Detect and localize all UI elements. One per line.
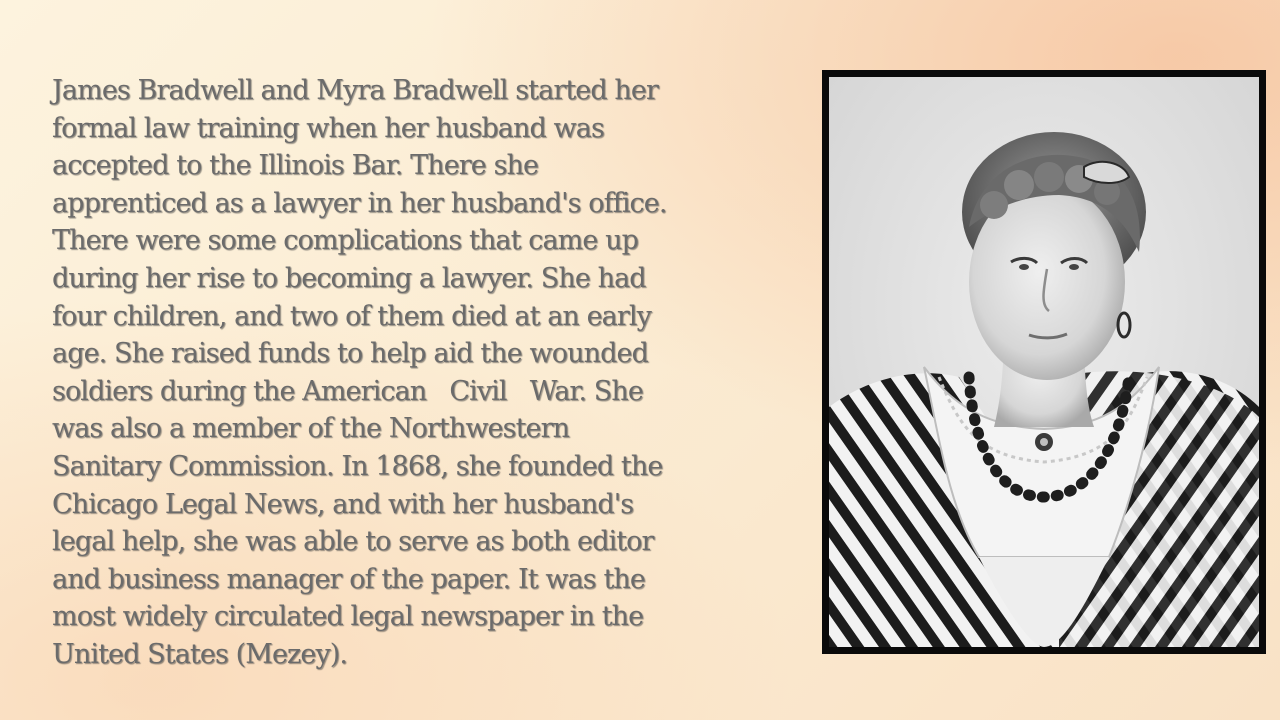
paragraph-line: most widely circulated legal newspaper in the: [52, 601, 644, 633]
paragraph-line: James Bradwell and Myra Bradwell started her: [52, 75, 659, 106]
paragraph-line: during her rise to becoming a lawyer. She had: [52, 262, 646, 294]
portrait-illustration: [829, 77, 1259, 647]
paragraph-line: accepted to the Illinois Bar. There she: [52, 150, 539, 182]
paragraph-line: Sanitary Commission. In 1868, she founded the: [52, 450, 663, 482]
body-paragraph: [52, 72, 762, 674]
portrait-frame: [822, 70, 1266, 654]
paragraph-line: apprenticed as a lawyer in her husband's office.: [52, 187, 667, 219]
paragraph-line: legal help, she was able to serve as both editor: [52, 526, 654, 558]
paragraph-line: United States (Mezey).: [52, 638, 348, 670]
paragraph-line: There were some complications that came up: [52, 225, 639, 257]
paragraph-line: age. She raised funds to help aid the wounded: [52, 338, 648, 370]
portrait-photo: [829, 77, 1259, 647]
paragraph-line: and business manager of the paper. It was the: [52, 563, 645, 595]
paragraph-line: four children, and two of them died at an early: [52, 300, 651, 332]
paragraph-line: soldiers during the American Civil War. She: [52, 375, 643, 407]
paragraph-line: Chicago Legal News, and with her husband's: [52, 488, 634, 520]
paragraph-line: formal law training when her husband was: [52, 112, 604, 144]
paragraph-line: was also a member of the Northwestern: [52, 413, 570, 445]
